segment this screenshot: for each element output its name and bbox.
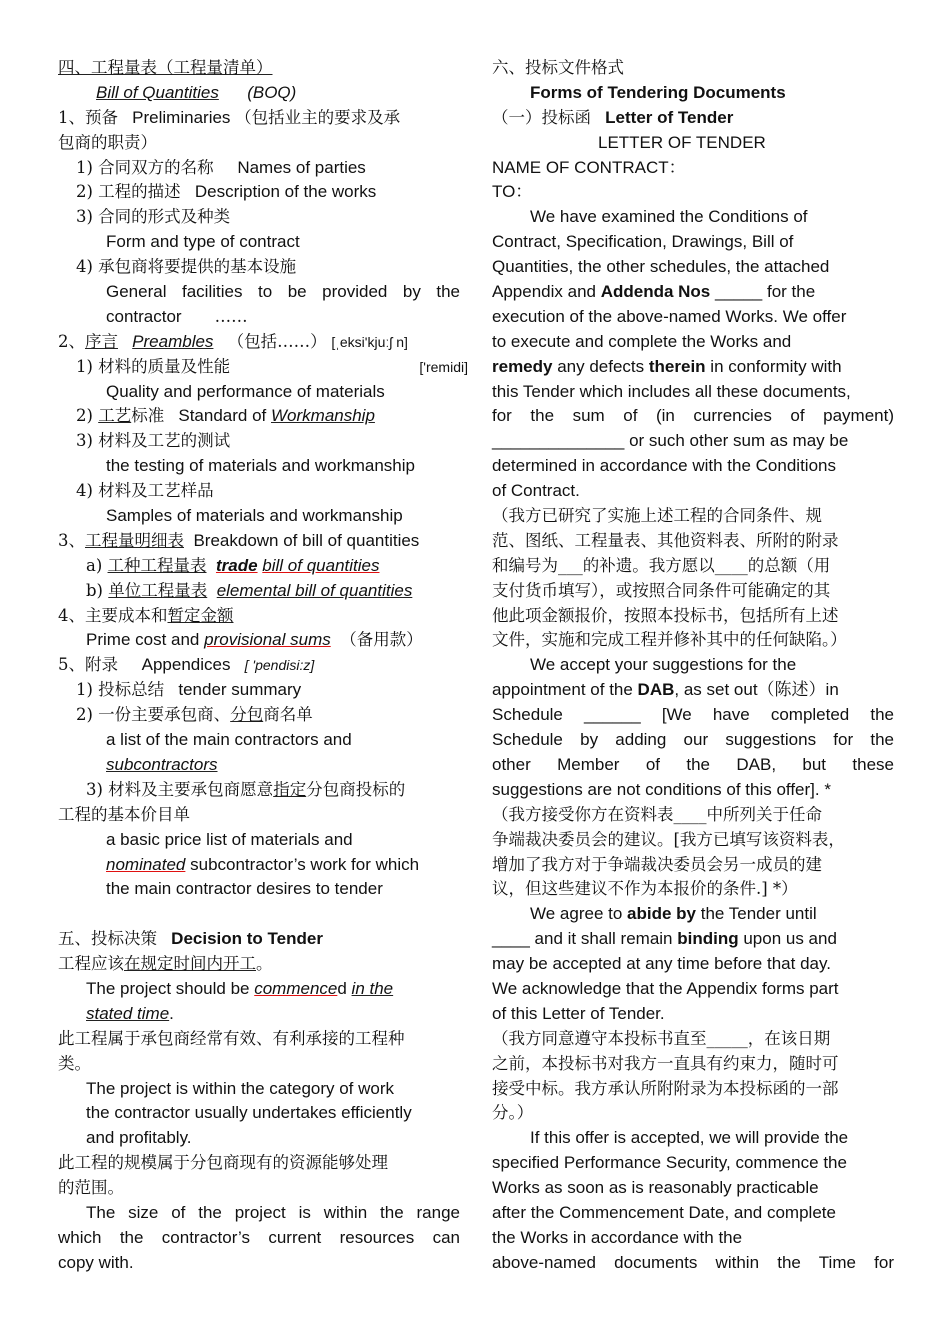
para-2-zh-2: 争端裁决委员会的建议。[我方已填写该资料表， xyxy=(492,829,845,849)
sub-item-contractors-list-en: a list of the main contractors and xyxy=(106,730,352,750)
para-2-zh-3: 增加了我方对于争端裁决委员会另一成员的建 xyxy=(492,854,822,874)
para-2-line-6: suggestions are not conditions of this offer]. * xyxy=(492,779,831,799)
sub-item-price-list-zh-cont: 工程的基本价目单 xyxy=(58,804,190,824)
para-3-line-1: We agree to abide by the Tender until xyxy=(530,904,817,924)
letter-of-tender-label: （一）投标函 Letter of Tender xyxy=(492,107,734,127)
item-prime-cost-en: Prime cost and provisional sums （备用款） xyxy=(86,630,423,650)
para-3-line-5: of this Letter of Tender. xyxy=(492,1003,665,1023)
phonetic-remedy: ['remidi] xyxy=(419,358,468,375)
para-1-zh-4: 支付货币填写），或按照合同条件可能确定的其 xyxy=(492,580,831,600)
decision-3-en-3: copy with. xyxy=(58,1252,134,1272)
sub-item-facilities-en: General facilities to be provided by the xyxy=(106,282,460,302)
sub-item-workmanship: 2) 工艺标准 Standard of Workmanship xyxy=(76,406,375,426)
para-2-line-1: We accept your suggestions for the xyxy=(530,655,797,675)
decision-3-en-1: The size of the project is within the range xyxy=(86,1202,460,1222)
item-preliminaries: 1、预备 Preliminaries （包括业主的要求及承 xyxy=(58,107,401,127)
decision-1-zh: 工程应该在规定时间内开工。 xyxy=(58,954,273,974)
sub-item-samples-en: Samples of materials and workmanship xyxy=(106,506,403,526)
para-1-zh-5: 他此项金额报价，按照本投标书，包括所有上述 xyxy=(492,605,839,625)
para-2-zh-1: （我方接受你方在资料表____中所列关于任命 xyxy=(492,804,822,824)
sub-item-contractors-list-zh: 2) 一份主要承包商、分包商名单 xyxy=(76,705,313,725)
sub-item-tender-summary: 1) 投标总结 tender summary xyxy=(76,680,302,700)
para-4-line-3: Works as soon as is reasonably practicable xyxy=(492,1178,819,1198)
para-2-line-5: other Member of the DAB, but these xyxy=(492,754,894,774)
decision-2-zh-cont: 类。 xyxy=(58,1053,91,1073)
sub-item-description: 2) 工程的描述 Description of the works xyxy=(76,182,377,202)
para-1-line-4: Appendix and Addenda Nos _____ for the xyxy=(492,282,816,302)
para-3-zh-1: （我方同意遵守本投标书直至_____，在该日期 xyxy=(492,1028,831,1048)
sub-item-contract-form-zh: 3) 合同的形式及种类 xyxy=(76,207,231,227)
item-breakdown: 3、工程量明细表 Breakdown of bill of quantities xyxy=(58,530,420,550)
sub-item-trade-bill: a) 工种工程量表 trade bill of quantities xyxy=(86,555,380,575)
para-2-line-3: Schedule ______ [We have completed the xyxy=(492,705,894,725)
right-column xyxy=(492,56,894,1276)
phonetic-note: [ˌeksi'kjuːʃ n] xyxy=(331,333,408,350)
para-1-line-12: of Contract. xyxy=(492,481,580,501)
para-1-line-11: determined in accordance with the Conditions xyxy=(492,456,836,476)
sub-item-elemental-bill: b) 单位工程量表 elemental bill of quantities xyxy=(86,580,413,600)
para-3-zh-3: 接受中标。我方承认所附附录为本投标函的一部 xyxy=(492,1078,839,1098)
spacer xyxy=(58,902,460,927)
para-3-zh-2: 之前，本投标书对我方一直具有约束力，随时可 xyxy=(492,1053,839,1073)
para-1-zh-1: （我方已研究了实施上述工程的合同条件、规 xyxy=(492,506,822,526)
sub-item-subcontractors: subcontractors xyxy=(106,754,218,774)
sub-item-price-list-en-1: a basic price list of materials and xyxy=(106,829,353,849)
section-6-heading: 六、投标文件格式 xyxy=(492,58,624,77)
para-4-line-6: above-named documents within the Time for xyxy=(492,1252,894,1272)
para-3-line-4: We acknowledge that the Appendix forms part xyxy=(492,978,839,998)
name-of-contract: NAME OF CONTRACT： xyxy=(492,157,686,177)
sub-item-testing-en: the testing of materials and workmanship xyxy=(106,456,415,476)
para-1-line-2: Contract, Specification, Drawings, Bill of xyxy=(492,232,794,252)
item-preambles: 2、序言 Preambles （包括……） [ˌeksi'kjuːʃ n] xyxy=(58,331,408,351)
decision-3-zh-cont: 的范围。 xyxy=(58,1178,124,1198)
left-column xyxy=(58,56,468,1276)
sub-item-price-list-en-2: nominated subcontractor’s work for which xyxy=(106,854,420,874)
para-3-zh-4: 分。） xyxy=(492,1103,534,1123)
section-6-english-title: Forms of Tendering Documents xyxy=(530,82,786,102)
para-4-line-5: the Works in accordance with the xyxy=(492,1227,743,1247)
decision-2-en-3: and profitably. xyxy=(86,1128,192,1148)
decision-2-zh: 此工程属于承包商经常有效、有利承接的工程种 xyxy=(58,1028,405,1048)
section-5-heading: 五、投标决策 Decision to Tender xyxy=(58,929,323,949)
boq-english-title: Bill of Quantities (BOQ) xyxy=(96,82,297,102)
sub-item-facilities-zh: 4) 承包商将要提供的基本设施 xyxy=(76,257,297,277)
para-4-line-4: after the Commencement Date, and complete xyxy=(492,1202,836,1222)
para-4-line-2: specified Performance Security, commence the xyxy=(492,1153,847,1173)
sub-item-quality-en: Quality and performance of materials xyxy=(106,381,385,401)
decision-3-en-2: which the contractor’s current resources can xyxy=(58,1227,460,1247)
para-1-zh-2: 范、图纸、工程量表、其他资料表、所附的附录 xyxy=(492,530,839,550)
para-1-line-9: for the sum of (in currencies of payment) xyxy=(492,406,894,426)
para-2-line-4: Schedule by adding our suggestions for the xyxy=(492,730,894,750)
para-4-line-1: If this offer is accepted, we will provide the xyxy=(530,1128,849,1148)
para-1-line-6: to execute and complete the Works and xyxy=(492,331,792,351)
para-2-line-2: appointment of the DAB, as set out（陈述）in xyxy=(492,680,839,700)
para-3-line-3: may be accepted at any time before that day. xyxy=(492,954,831,974)
section-4-heading: 四、工程量表（工程量清单） xyxy=(58,58,273,77)
para-1-line-1: We have examined the Conditions of xyxy=(530,207,808,227)
sub-item-price-list-en-3: the main contractor desires to tender xyxy=(106,879,383,899)
para-1-line-8: this Tender which includes all these documents, xyxy=(492,381,851,401)
item-preliminaries-cont: 包商的职责） xyxy=(58,132,157,152)
decision-1-en: The project should be commenced in the xyxy=(86,978,394,998)
decision-2-en-2: the contractor usually undertakes efficiently xyxy=(86,1103,412,1123)
decision-1-en-cont: stated time. xyxy=(86,1003,174,1023)
para-1-line-7: remedy any defects therein in conformity with xyxy=(492,356,842,376)
decision-3-zh: 此工程的规模属于分包商现有的资源能够处理 xyxy=(58,1153,388,1173)
sub-item-testing-zh: 3) 材料及工艺的测试 xyxy=(76,431,231,451)
to-line: TO： xyxy=(492,182,533,202)
decision-2-en-1: The project is within the category of work xyxy=(86,1078,395,1098)
sub-item-quality-zh: 1) 材料的质量及性能 ['remidi] xyxy=(58,355,460,380)
item-prime-cost: 4、主要成本和暂定金额 xyxy=(58,605,234,625)
para-1-line-3: Quantities, the other schedules, the attached xyxy=(492,257,830,277)
para-1-zh-3: 和编号为___的补遗。我方愿以____的总额（用 xyxy=(492,555,831,575)
item-appendices: 5、附录 Appendices [ 'pendisi:z] xyxy=(58,655,315,675)
letter-title: LETTER OF TENDER xyxy=(598,132,766,152)
sub-item-parties: 1) 合同双方的名称 Names of parties xyxy=(76,157,366,177)
para-1-line-5: execution of the above-named Works. We offer xyxy=(492,306,847,326)
para-3-line-2: ____ and it shall remain binding upon us and xyxy=(492,929,837,949)
sub-item-price-list-zh: 3) 材料及主要承包商愿意指定分包商投标的 xyxy=(86,779,406,799)
sub-item-samples-zh: 4) 材料及工艺样品 xyxy=(76,481,214,501)
sub-item-facilities-en-cont: contractor …… xyxy=(106,306,248,326)
sub-item-contract-form-en: Form and type of contract xyxy=(106,232,300,252)
para-1-zh-6: 文件，实施和完成工程并修补其中的任何缺陷。） xyxy=(492,630,847,650)
para-1-line-10: ______________ or such other sum as may be xyxy=(492,431,849,451)
para-2-zh-4: 议，但这些建议不作为本报价的条件.] *） xyxy=(492,879,798,899)
